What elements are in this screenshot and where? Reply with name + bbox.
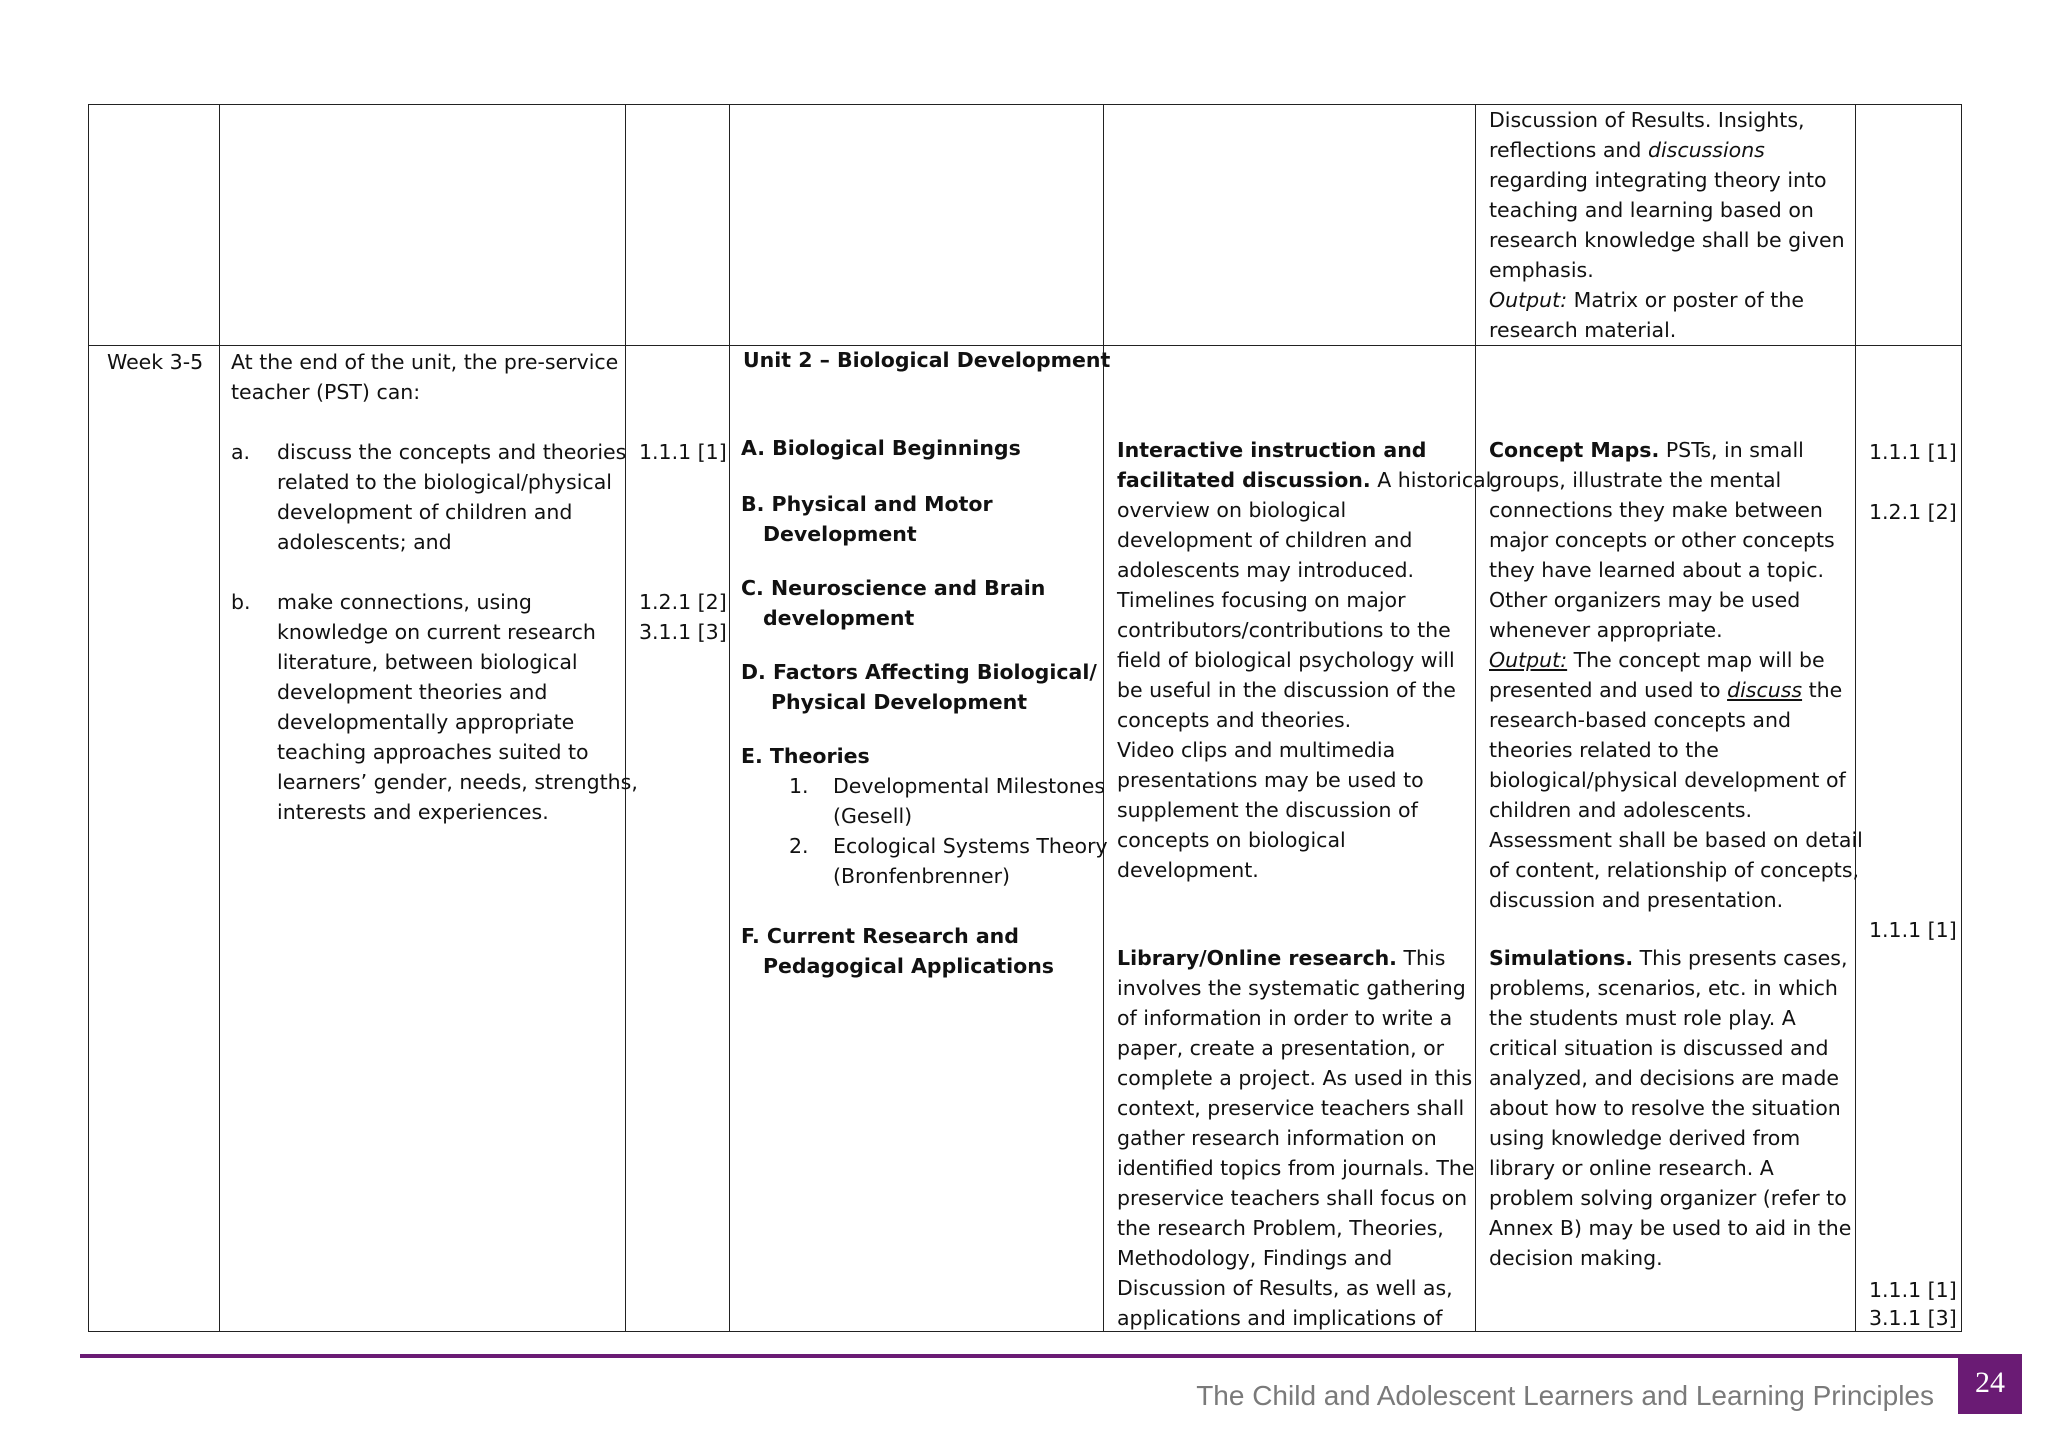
text-line: developmentally appropriate bbox=[277, 710, 575, 734]
theory-item-2: 2. Ecological Systems Theory (Bronfenbrenner) bbox=[789, 831, 1108, 891]
text-line: research knowledge shall be given bbox=[1489, 228, 1845, 252]
text-line: interests and experiences. bbox=[277, 800, 549, 824]
text-line: learners’ gender, needs, strengths, bbox=[277, 770, 638, 794]
text-line: make connections, using bbox=[277, 590, 532, 614]
content-topic-c: C. Neuroscience and Brain development bbox=[741, 576, 1046, 630]
syllabus-table bbox=[88, 104, 1962, 1332]
content-topic-f: F. Current Research and Pedagogical Applications bbox=[741, 924, 1055, 978]
list-marker: 2. bbox=[789, 834, 809, 858]
assessment-code: 1.1.1 [1] bbox=[1869, 440, 1957, 464]
text-line: teacher (PST) can: bbox=[231, 380, 421, 404]
week-cell: Week 3-5 bbox=[107, 350, 204, 374]
content-topic-a: A. Biological Beginnings bbox=[741, 436, 1021, 460]
text-line: literature, between biological bbox=[277, 650, 578, 674]
text-line: development of children and bbox=[277, 500, 573, 524]
column-divider bbox=[219, 105, 220, 1331]
assessment-code: 1.1.1 [1] bbox=[1869, 918, 1957, 942]
theory-item-1: 1. Developmental Milestones (Gesell) bbox=[789, 771, 1105, 831]
text-line: teaching approaches suited to bbox=[277, 740, 589, 764]
footer-divider bbox=[80, 1354, 1960, 1358]
footer-title: The Child and Adolescent Learners and Learning Principles bbox=[1196, 1380, 1934, 1411]
list-marker: 1. bbox=[789, 774, 809, 798]
content-topic-d: D. Factors Affecting Biological/ Physical Development bbox=[741, 660, 1097, 714]
outcome-item-b bbox=[231, 587, 638, 827]
content-topic-b: B. Physical and Motor Development bbox=[741, 492, 993, 546]
assessment-code: 1.2.1 [2] bbox=[1869, 500, 1957, 524]
text-line: adolescents; and bbox=[277, 530, 452, 554]
assessment-simulations: Simulations. This presents cases, problems, scenarios, etc. in which the students must role play. A critical situation is discussed and analyzed, and decisions are made about how to resolve the situation using knowledge derived from library or online research. A problem solving organizer (refer to Annex B) may be used to aid in the decision making. bbox=[1489, 946, 1852, 1270]
outcome-code: 1.2.1 [2] bbox=[639, 590, 727, 614]
text-line: knowledge on current research bbox=[277, 620, 596, 644]
assessment-code: 3.1.1 [3] bbox=[1869, 1306, 1957, 1330]
outcome-code: 1.1.1 [1] bbox=[639, 440, 727, 464]
page-number: 24 bbox=[1958, 1354, 2022, 1414]
assessment-concept-maps: Concept Maps. PSTs, in small groups, illustrate the mental connections they make between major concepts or other concepts they have learned about a topic. Other organizers may be used whenever appropriate. Output: The concept map will be presented and used to discuss the research-based concepts and theories related to the biological/physical development of children and adolescents. Assessment shall be based on detail of content, relationship of concepts, discussion and presentation. bbox=[1489, 438, 1863, 912]
text-line: emphasis. bbox=[1489, 258, 1594, 282]
text-line: research material. bbox=[1489, 318, 1677, 342]
strategy-library-research: Library/Online research. This involves the systematic gathering of information in order to write a paper, create a presentation, or complete a project. As used in this context, preservice teachers shall gather research information on identified topics from journals. The preservice teachers shall focus on the research Problem, Theories, Methodology, Findings and Discussion of Results, as well as, applications and implications of bbox=[1117, 946, 1475, 1330]
text-line: development theories and bbox=[277, 680, 548, 704]
content-topic-e: E. Theories bbox=[741, 744, 870, 768]
strategy-interactive: Interactive instruction and facilitated discussion. A historical overview on biological development of children and adolescents may introduced. Timelines focusing on major contributors/contributions to the field of biological psychology will be useful in the discussion of the concepts and theories. Video clips and multimedia presentations may be used to supplement the discussion of concepts on biological development. bbox=[1117, 438, 1492, 882]
assessment-cell-continued bbox=[1489, 105, 1845, 345]
learning-outcomes-cell bbox=[231, 347, 638, 827]
text-line: related to the biological/physical bbox=[277, 470, 612, 494]
list-marker: b. bbox=[231, 590, 251, 614]
assessment-code: 1.1.1 [1] bbox=[1869, 1278, 1957, 1302]
text-line: reflections and discussions bbox=[1489, 138, 1765, 162]
text-line: At the end of the unit, the pre-service bbox=[231, 350, 619, 374]
outcome-item-a bbox=[231, 437, 638, 557]
text-line: discuss the concepts and theories bbox=[277, 440, 627, 464]
unit-title: Unit 2 – Biological Development bbox=[743, 348, 1111, 372]
column-divider bbox=[729, 105, 730, 1331]
text-line: regarding integrating theory into bbox=[1489, 168, 1827, 192]
column-divider bbox=[1103, 105, 1104, 1331]
text-line: teaching and learning based on bbox=[1489, 198, 1814, 222]
text-line: Discussion of Results. Insights, bbox=[1489, 108, 1805, 132]
text-line: Output: Matrix or poster of the bbox=[1489, 288, 1804, 312]
list-marker: a. bbox=[231, 440, 251, 464]
outcome-code: 3.1.1 [3] bbox=[639, 620, 727, 644]
